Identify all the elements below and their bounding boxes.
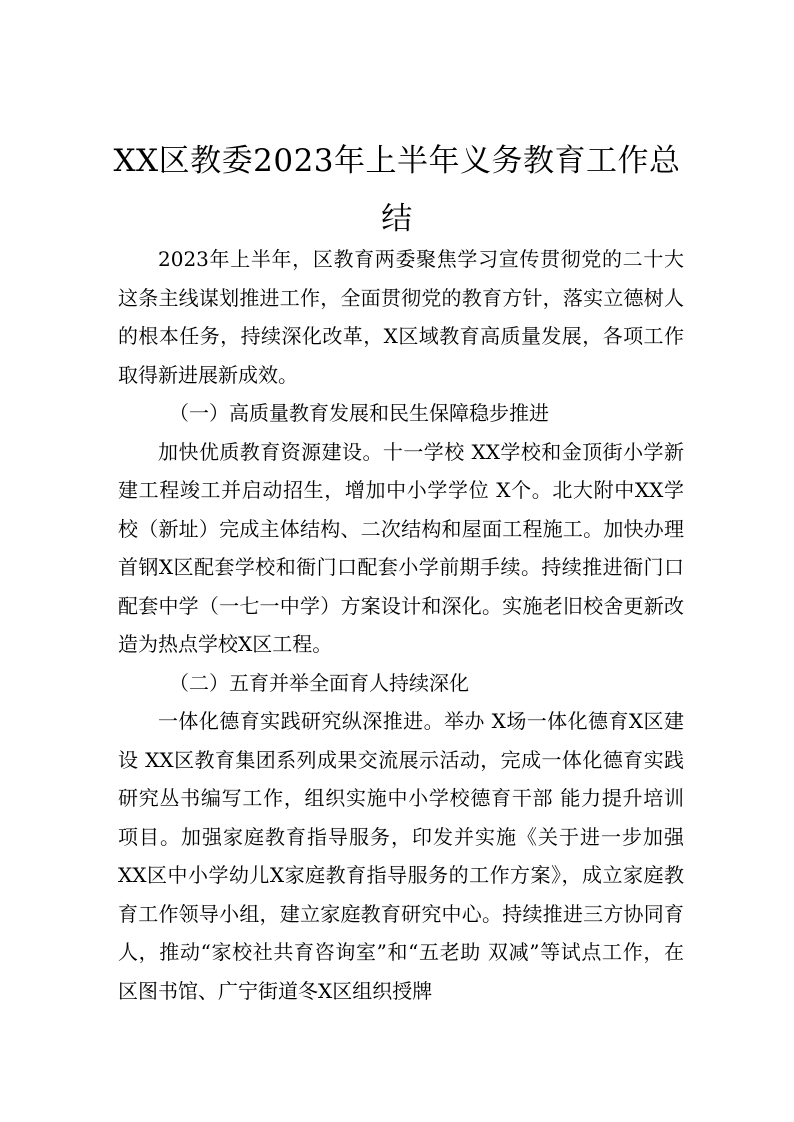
section-heading-2: （二）五育并举全面育人持续深化 (169, 670, 469, 695)
section-heading-1: （一）高质量教育发展和民生保障稳步推进 (169, 401, 549, 425)
document-body (118, 240, 684, 1010)
document-title: XX区教委2023年上半年义务教育工作总结 (113, 143, 681, 237)
intro-paragraph: 2023年上半年，区教育两委聚焦学习宣传贯彻党的二十大这条主线谋划推进工作，全面贯彻党的教育方针，落实立德树人的根本任务，持续深化改革，X区域教育高质量发展，各项工作取得新进展新成效。 (118, 247, 684, 387)
section-1-paragraph: 加快优质教育资源建设。十一学校 XX学校和金顶街小学新建工程竣工并启动招生，增加中小学学位 X个。北大附中XX学校（新址）完成主体结构、二次结构和屋面工程施工。加快办理首钢X区配套学校和衙门口配套小学前期手续。持续推进衙门口配套中学（一七一中学）方案设计和深化。实施老旧校舍更新改造为热点学校X区工程。 (118, 439, 684, 656)
section-2-paragraph: 一体化德育实践研究纵深推进。举办 X场一体化德育X区建设 XX区教育集团系列成果交流展示活动，完成一体化德育实践研究丛书编写工作，组织实施中小学校德育干部 能力提升培训项目。加强家庭教育指导服务，印发并实施《关于进一步加强 XX区中小学幼儿X家庭教育指导服务的工作方案》，成立家庭教育工作领导小组，建立家庭教育研究中心。持续推进三方协同育人，推动“家校社共育咨询室”和“五老助 双减”等试点工作，在区图书馆、广宁街道冬X区组织授牌 (118, 709, 684, 1003)
